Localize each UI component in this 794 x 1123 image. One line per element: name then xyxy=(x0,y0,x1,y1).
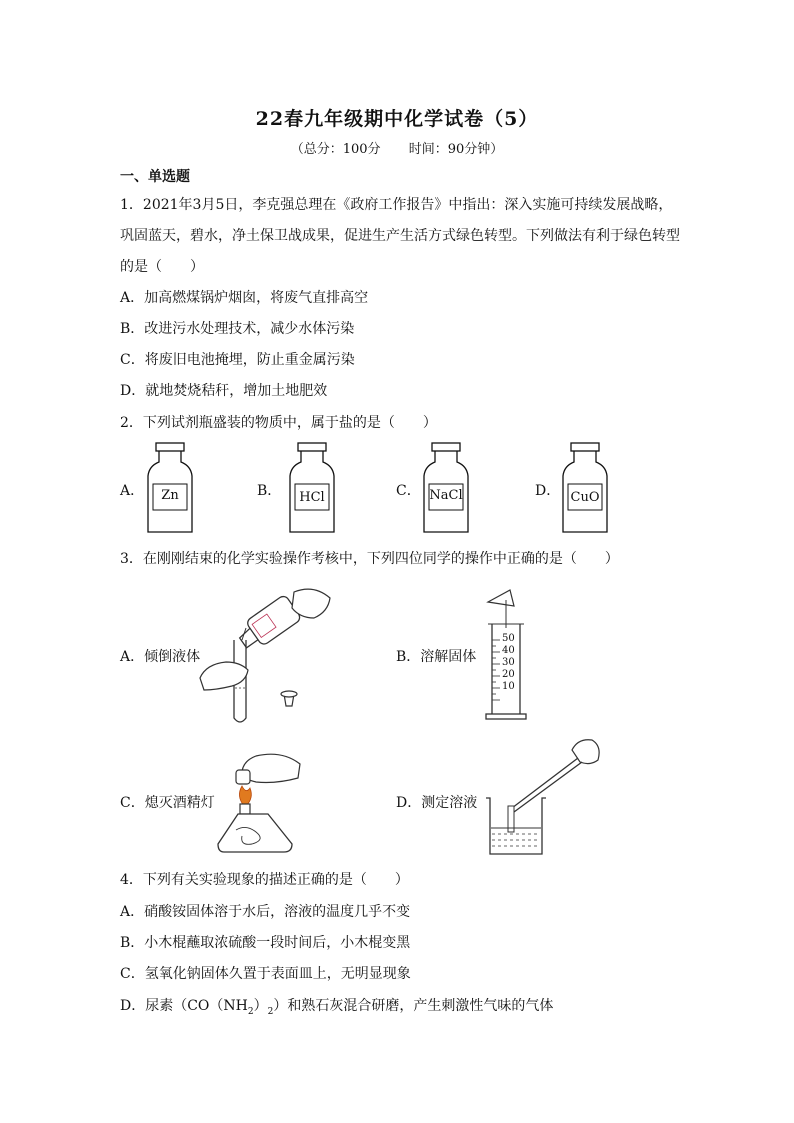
q2-letter-d: D． xyxy=(535,483,561,499)
q4-stem: 4．下列有关实验现象的描述正确的是（ ） xyxy=(120,872,409,888)
page-title: 22春九年级期中化学试卷（5） xyxy=(255,108,539,130)
pouring-liquid-icon xyxy=(196,578,336,728)
section-heading: 一、单选题 xyxy=(120,169,190,185)
bottle-label-cuo: CuO xyxy=(570,490,600,505)
q1-option-c: C．将废旧电池掩埋，防止重金属污染 xyxy=(120,352,355,368)
q4-option-c: C．氢氧化钠固体久置于表面皿上，无明显现象 xyxy=(120,966,411,982)
q1-option-d: D．就地焚烧秸秆，增加土地肥效 xyxy=(120,383,328,399)
total-score: （总分：100分 xyxy=(290,142,381,157)
exam-info xyxy=(0,138,794,157)
q3-stem: 3．在刚刚结束的化学实验操作考核中，下列四位同学的操作中正确的是（ ） xyxy=(120,551,619,567)
bottle-label-hcl: HCl xyxy=(299,490,325,505)
exam-time: 时间：90分钟） xyxy=(408,142,504,157)
q2-letter-c: C． xyxy=(396,483,421,499)
reagent-bottle-icon xyxy=(560,442,610,534)
q1-option-a: A．加高燃煤锅炉烟囱，将废气直排高空 xyxy=(120,290,369,306)
q3-option-a: A．倾倒液体 xyxy=(120,649,201,665)
alcohol-lamp-icon xyxy=(212,748,304,856)
q3-option-d: D．测定溶液 xyxy=(396,795,478,811)
bottle-label-zn: Zn xyxy=(161,488,179,503)
q3-option-b: B．溶解固体 xyxy=(396,649,477,665)
q1-option-b: B．改进污水处理技术，减少水体污染 xyxy=(120,321,355,337)
q2-letter-b: B． xyxy=(257,483,282,499)
beaker-tweezers-icon xyxy=(484,736,604,860)
q3-option-c: C．熄灭酒精灯 xyxy=(120,795,215,811)
q4-option-d: D．尿素$(CO(NH_2)_2)$和熟石灰混合研磨，产生刺激性气味的气体 xyxy=(120,998,554,1017)
bottle-label-nacl: NaCl xyxy=(429,488,463,503)
q2-stem: 2．下列试剂瓶盛装的物质中，属于盐的是（ ） xyxy=(120,415,437,431)
reagent-bottle-icon xyxy=(287,442,337,534)
q1-stem-line2: 巩固蓝天，碧水，净土保卫战成果，促进生产生活方式绿色转型。下列做法有利于绿色转型 xyxy=(120,228,680,244)
q4-option-a: A．硝酸铵固体溶于水后，溶液的温度几乎不变 xyxy=(120,904,411,920)
q4-option-b: B．小木棍蘸取浓硫酸一段时间后，小木棍变黑 xyxy=(120,935,411,951)
q2-letter-a: A． xyxy=(120,483,145,499)
cylinder-scale: 50 40 30 20 10 xyxy=(502,633,515,692)
q1-stem-line1: 1．2021年3月5日，李克强总理在《政府工作报告》中指出：深入实施可持续发展战略， xyxy=(120,197,673,213)
q1-stem-line3: 的是（ ） xyxy=(120,259,204,275)
